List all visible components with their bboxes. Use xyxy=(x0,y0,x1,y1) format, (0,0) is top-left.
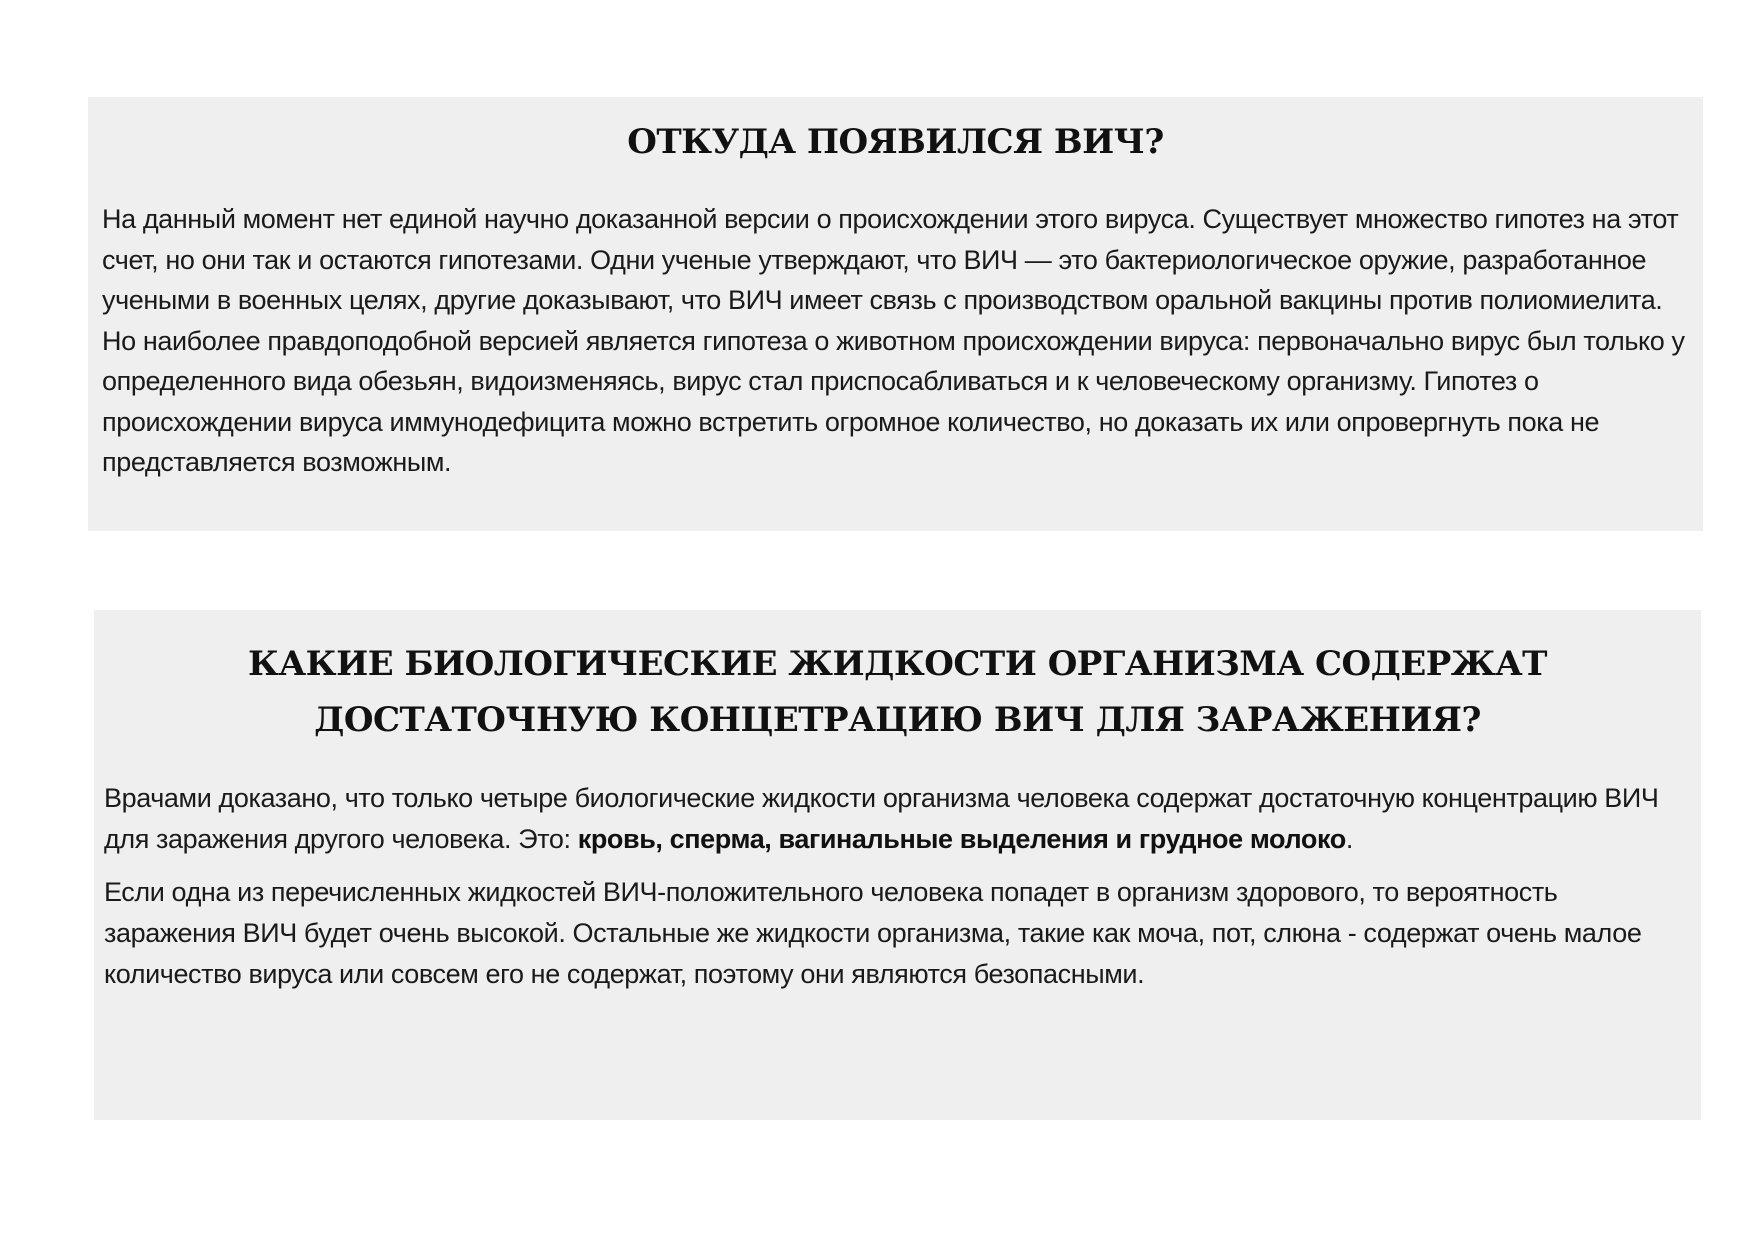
section-paragraph: Если одна из перечисленных жидкостей ВИЧ-положительного человека попадет в организм здорового, то вероятность заражения ВИЧ будет очень высокой. Остальные же жидкости организма, такие как моча, пот, слюна - содержат очень малое количество вируса или совсем его не содержат, поэтому они являются безопасными. xyxy=(104,877,1642,989)
section-title: ОТКУДА ПОЯВИЛСЯ ВИЧ? xyxy=(627,122,1164,162)
section-title: КАКИЕ БИОЛОГИЧЕСКИЕ ЖИДКОСТИ ОРГАНИЗМА СОДЕРЖАТ ДОСТАТОЧНУЮ КОНЦЕТРАЦИЮ ВИЧ ДЛЯ ЗАРАЖЕНИЯ? xyxy=(248,644,1547,740)
section-hiv-origin xyxy=(88,97,1703,531)
paragraph-end: . xyxy=(1345,824,1353,854)
highlighted-fluids-list: кровь, сперма, вагинальные выделения и грудное молоко xyxy=(577,824,1346,854)
section-infectious-fluids xyxy=(94,610,1701,1120)
paragraph-text: Врачами доказано, что только четыре биологические жидкости организма человека содержат достаточную концентрацию ВИЧ для заражения другого человека. Это: xyxy=(104,783,1659,854)
section-paragraph xyxy=(104,778,1691,860)
section-paragraph: На данный момент нет единой научно доказанной версии о происхождении этого вируса. Существует множество гипотез на этот счет, но они так и остаются гипотезами. Одни ученые утверждают, что ВИЧ — это бактериологическое оружие, разработанное учеными в военных целях, другие доказывают, что ВИЧ имеет связь с производством оральной вакцины против полиомиелита. Но наиболее правдоподобной версией является гипотеза о животном происхождении вируса: первоначально вирус был только у определенного вида обезьян, видоизменяясь, вирус стал приспосабливаться и к человеческому организму. Гипотез о происхождении вируса иммунодефицита можно встретить огромное количество, но доказать их или опровергнуть пока не представляется возможным. xyxy=(102,204,1685,477)
